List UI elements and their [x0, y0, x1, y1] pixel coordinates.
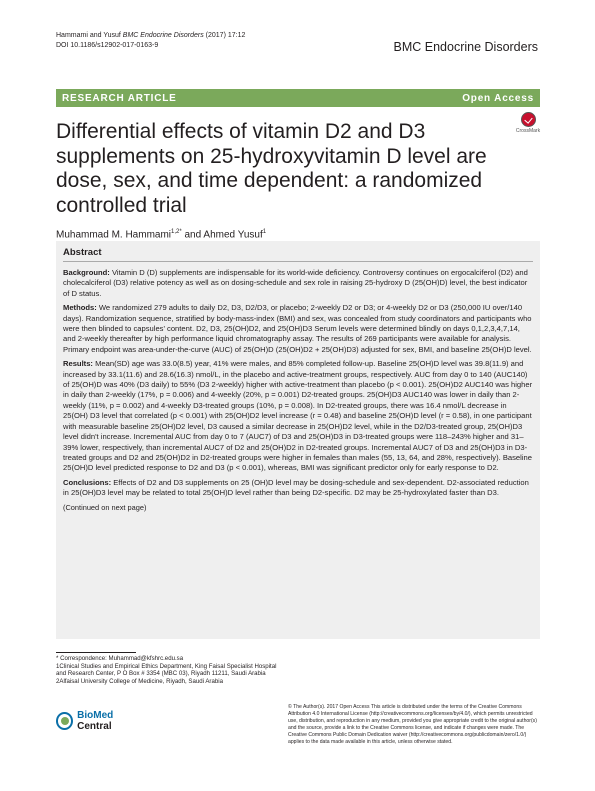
abstract-methods: Methods: We randomized 279 adults to daily D2, D3, D2/D3, or placebo; 2-weekly D2 or D3; or 4-weekly D2 or D3 (250,000 IU over/140 days). Randomization sequence, stratified by body-mass-index (BMI) and sex, was concealed from study coordinators and participants who were then blinded to capsules' content. D2, D3, 25(OH)D2, and 25(OH)D3 Serum levels were determined blindly on days 0,1,2,3,4,7,14, and 2-weekly thereafter by high performance liquid chromatography assay. The results of 269 participants were available for analysis. Primary endpoint was area-under-the-curve (AUC) of 25(OH)D (25(OH)D2 + 25(OH)D3) adjusted for sex, BMI, and baseline 25(OH)D level. — [63, 303, 532, 354]
article-type-bar — [56, 89, 540, 107]
crossmark-icon — [521, 112, 536, 127]
article-title: Differential effects of vitamin D2 and D3 supplements on 25-hydroxyvitamin D level are dose, sex, and time dependent: a randomized controlled trial — [56, 120, 487, 217]
correspondence[interactable]: * Correspondence: Muhammad@kfshrc.edu.sa — [56, 655, 184, 662]
affiliations — [56, 655, 286, 685]
abstract-conclusions: Conclusions: Effects of D2 and D3 supplements on 25 (OH)D level may be dosing-schedule and sex-dependent. D2-associated reduction in 25(OH)D3 level may be related to total 25(OH)D level rather than being D2-specific. D2 may be 25-hydroxylated faster than D3. — [63, 477, 529, 498]
crossmark-badge[interactable] — [513, 112, 543, 138]
citation-block — [56, 31, 245, 50]
author-name[interactable]: Ahmed Yusuf — [203, 229, 263, 241]
footnote-divider — [56, 652, 136, 653]
author-list: Muhammad M. Hammami$^{1,2*}$ and Ahmed Yusuf$^1$ — [56, 229, 267, 241]
crossmark-label: CrossMark — [515, 128, 541, 134]
abstract-heading: Abstract — [63, 247, 533, 262]
affiliation-1: 1Clinical Studies and Empirical Ethics Department, King Faisal Specialist Hospital and Research Center, P O Box # 3354 (MBC 03), Riyadh 11211, Saudi Arabia — [56, 662, 277, 678]
biomed-logo-icon — [56, 712, 73, 730]
abstract-results: Results: Mean(SD) age was 33.0(8.5) year, 41% were males, and 85% completed follow-up. Baseline 25(OH)D level was 39.8(11.9) and increased by 33.1(11.6) and 28.6(16.3) nmol/L, in the placebo and active-treatment groups, respectively. AUC from day 0 to 140 (AUC140) of 25(OH)D was 40% (D3 daily) to 55% (D3 2-weekly) higher with active-treatment than placebo (p < 0.001). 25(OH)D2 AUC140 was higher in daily than 2-weekly (17%, p = 0.006) and 4-weekly (20%, p = 0.001) D2-treated groups. 25(OH)D3 AUC140 was lower in daily than 2-weekly (11%, p = 0.002) and 4-weekly D3-treated groups (10%, p = 0.008). In D2-treated groups, there was 16.4 nmol/L decrease in 25(OH) D3 level that correlated (p < 0.001) with 25(OH)D2 level increase (r = 0.48) and baseline 25(OH)D level (r = 0.58), in one participant with measurable baseline 25(OH)D2 level, D3 caused a similar decrease in 25(OH)D2 level, while in the D2/D3-treated group, 25(OH)D3 level didn't increase. Incremental AUC from day 0 to 7 (AUC7) of D3 and 25(OH)D3 in D3-treated groups were 118–243% higher and 31–39% lower, respectively, than incremental AUC7 of D2 and 25(OH)D2 in D2-treated groups. Incremental AUC7 of D3 and 25(OH)D3 in D3-treated groups and D2 and 25(OH)D2 in D2-treated groups were higher in females than males (55, 13, 64, and 28%, respectively). Baseline 25(OH)D level predicted response to D2 and D3 (p < 0.001), whereas, BMI was significant predictor only for early response to D2. — [63, 359, 533, 473]
license-statement: © The Author(s). 2017 Open Access This article is distributed under the terms of the Creative Commons Attribution 4.0 International License (http://creativecommons.org/licenses/by/4.0/), which permits unrestricted use, distribution, and reproduction in any medium, provided you give appropriate credit to the original author(s) and the source, provide a link to the Creative Commons license, and indicate if changes were made. The Creative Commons Public Domain Dedication waiver (http://creativecommons.org/publicdomain/zero/1.0/) applies to the data made available in this article, unless otherwise stated. — [288, 704, 537, 745]
open-access-label: Open Access — [462, 92, 534, 104]
author-name[interactable]: Muhammad M. Hammami — [56, 229, 172, 241]
biomed-central-logo: BioMed Central — [56, 710, 146, 732]
abstract-box — [56, 241, 540, 639]
affiliation-2: 2Alfaisal University College of Medicine, Riyadh, Saudi Arabia — [56, 677, 223, 685]
citation-line: Hammami and Yusuf BMC Endocrine Disorders (2017) 17:12 — [56, 32, 246, 39]
continued-note: (Continued on next page) — [63, 502, 147, 512]
article-type-label: RESEARCH ARTICLE — [62, 92, 177, 104]
journal-name: BMC Endocrine Disorders — [393, 40, 538, 54]
doi[interactable]: DOI 10.1186/s12902-017-0163-9 — [56, 41, 159, 49]
abstract-background: Background: Vitamin D (D) supplements are indispensable for its world-wide deficiency. Controversy continues on ergocalciferol (D2) and cholecalciferol (D3) relative potency as well as on dosing-schedule and sex role in raising 25-hydroxy D (25(OH)D) level, the best indicator of D status. — [63, 268, 528, 298]
